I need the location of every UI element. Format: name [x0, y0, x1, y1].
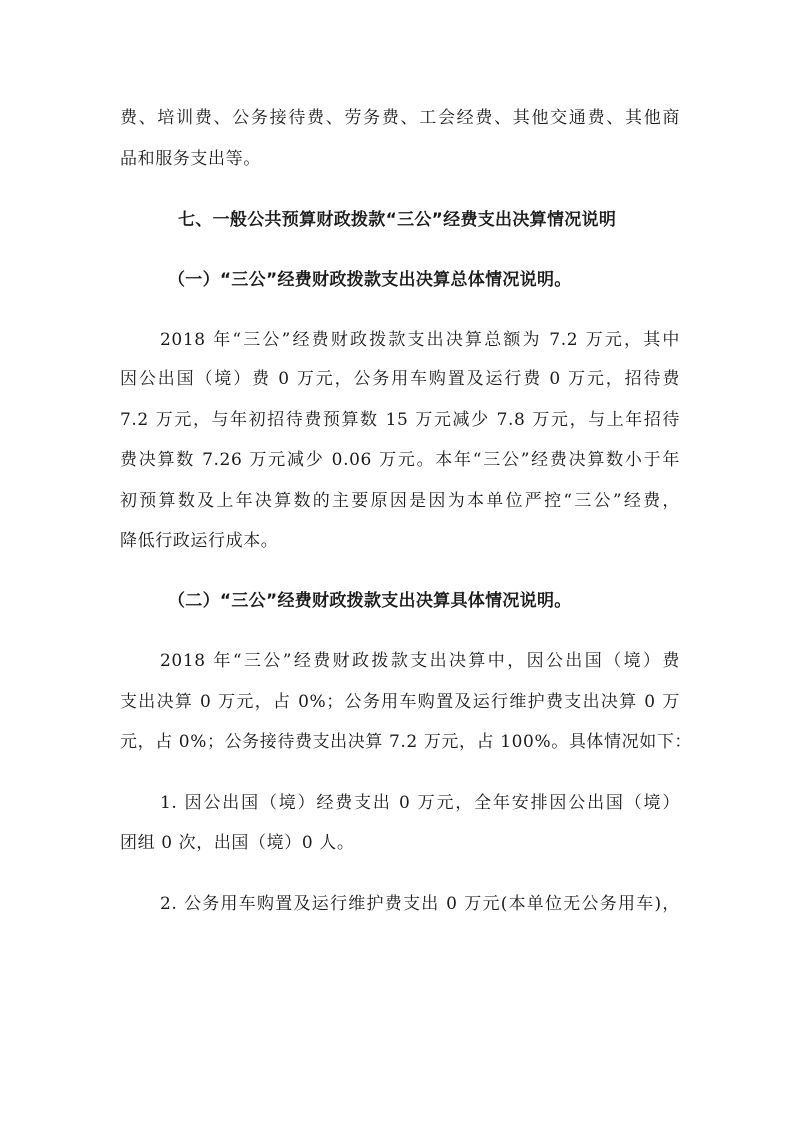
paragraph-line: 2018 年“三公”经费财政拨款支出决算总额为 7.2 万元，其中	[160, 330, 680, 350]
subsection-heading: （二）“三公”经费财政拨款支出决算具体情况说明。	[168, 591, 572, 611]
paragraph-line: 7.2 万元，与年初招待费预算数 15 万元减少 7.8 万元，与上年招待	[120, 410, 680, 430]
list-item-line: 2. 公务用车购置及运行维护费支出 0 万元(本单位无公务用车)，	[160, 894, 680, 914]
paragraph-line: 支出决算 0 万元，占 0%；公务用车购置及运行维护费支出决算 0 万	[120, 692, 680, 712]
section-heading: 七、一般公共预算财政拨款“三公”经费支出决算情况说明	[178, 210, 617, 230]
paragraph-line: 费、培训费、公务接待费、劳务费、工会经费、其他交通费、其他商	[120, 108, 680, 128]
paragraph-line: 因公出国（境）费 0 万元，公务用车购置及运行费 0 万元，招待费	[120, 369, 680, 389]
paragraph-line: 费决算数 7.26 万元减少 0.06 万元。本年“三公”经费决算数小于年	[120, 450, 680, 470]
paragraph-line: 2018 年“三公”经费财政拨款支出决算中，因公出国（境）费	[160, 651, 680, 671]
paragraph-line: 降低行政运行成本。	[120, 531, 279, 551]
list-item-line: 1. 因公出国（境）经费支出 0 万元，全年安排因公出国（境）	[160, 793, 680, 813]
list-item-line: 团组 0 次，出国（境）0 人。	[120, 833, 355, 853]
paragraph-line: 初预算数及上年决算数的主要原因是因为本单位严控“三公”经费，	[120, 491, 680, 511]
paragraph-line: 品和服务支出等。	[120, 149, 261, 169]
subsection-heading: （一）“三公”经费财政拨款支出决算总体情况说明。	[168, 270, 572, 290]
paragraph-line: 元，占 0%；公务接待费支出决算 7.2 万元，占 100%。具体情况如下：	[120, 732, 693, 752]
